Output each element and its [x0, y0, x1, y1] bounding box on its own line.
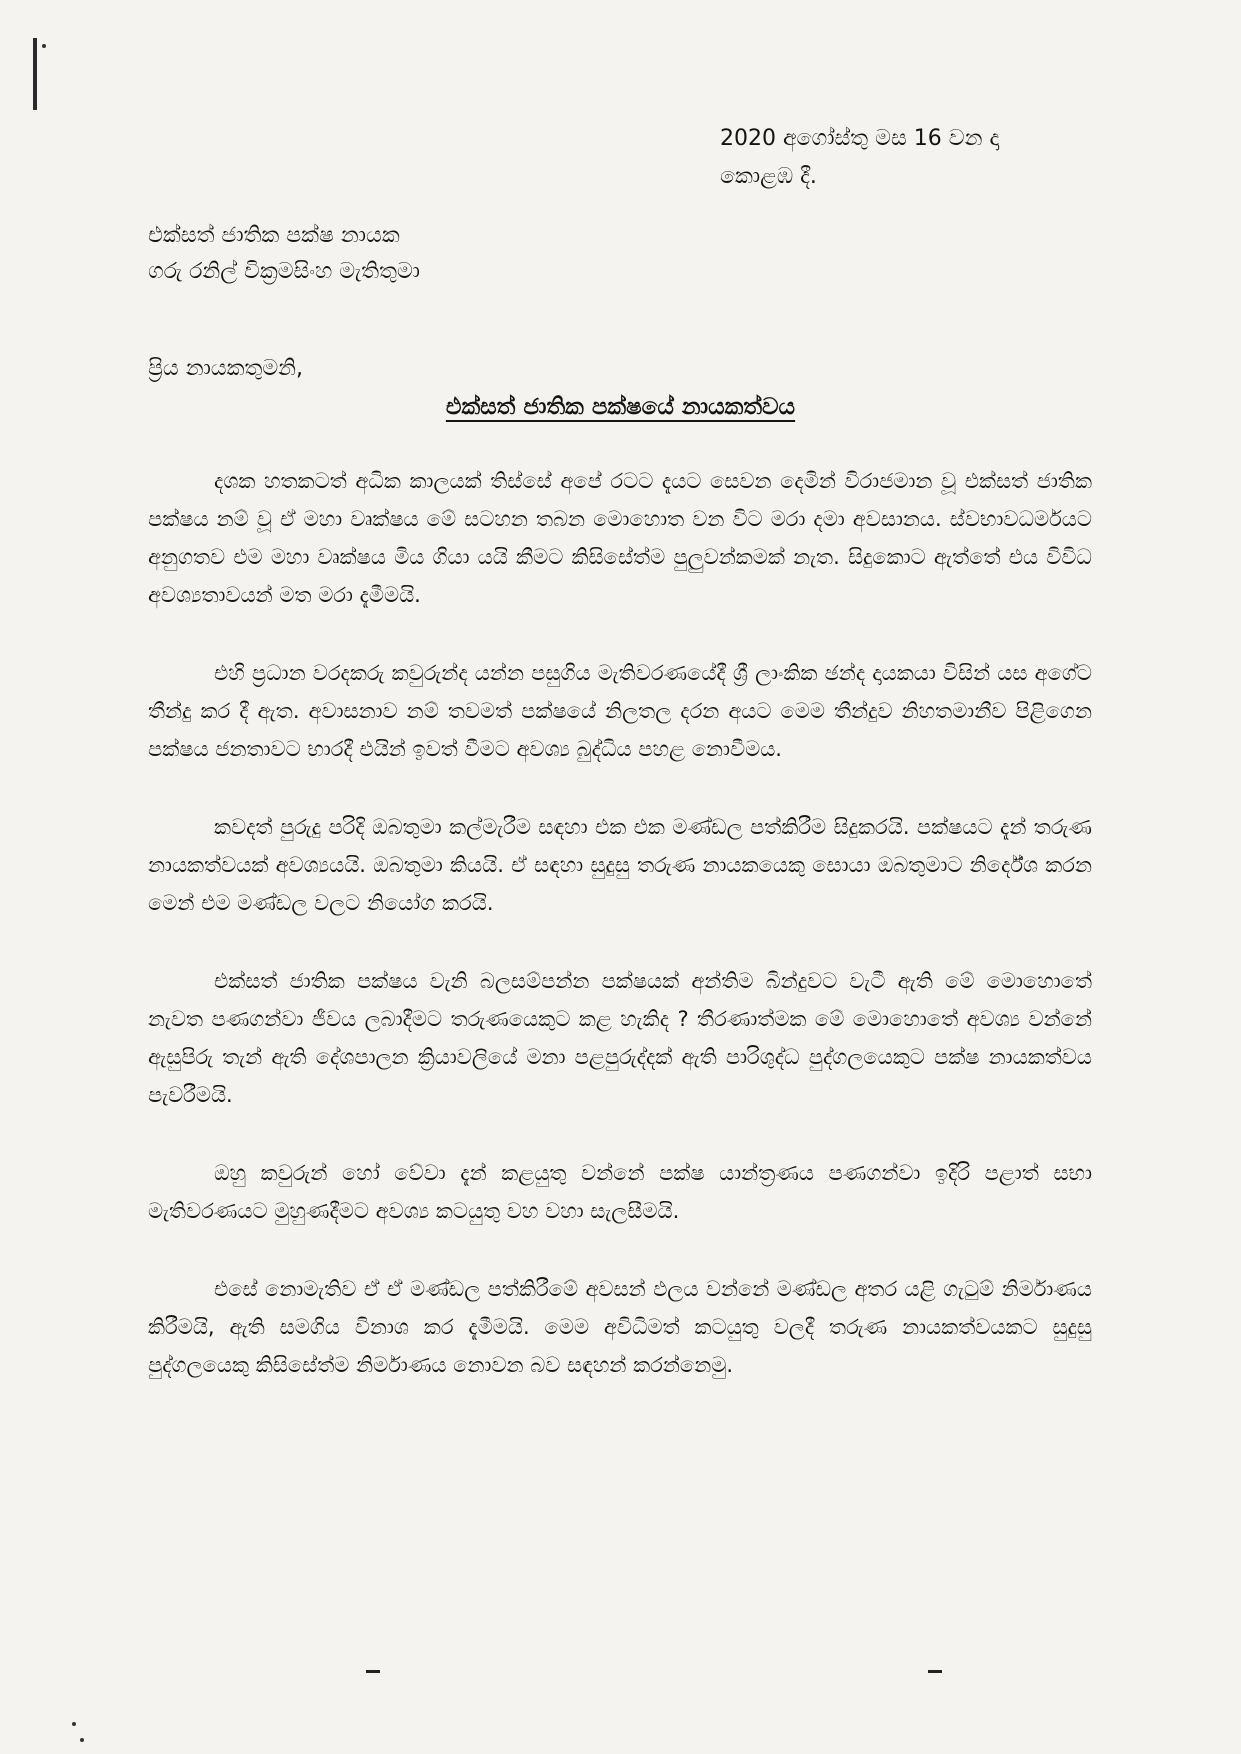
scan-speck	[42, 44, 46, 48]
scan-speck	[72, 1722, 76, 1726]
letter-place: කොළඹ දී.	[720, 164, 817, 189]
body-paragraph: එසේ නොමැතිව ඒ ඒ මණ්ඩල පත්කිරීමේ අවසන් ඵලය වන්නේ මණ්ඩල අතර යළි ගැටුම් නිර්මාණය කිරීමයි, ඇති සමගිය විනාශ කර දැමීමයි. මෙම අවිධිමත් කටයුතු වලදී තරුණ නායකත්වයකට සුදුසු පුද්ගලයෙකු කිසිසේත්ම නිර්මාණය නොවන බව සඳහන් කරන්නෙමු.	[148, 1277, 1092, 1377]
letter-body	[148, 462, 1092, 1424]
body-paragraph: කවදත් පුරුදු පරිදි ඔබතුමා කල්මැරීම සඳහා එක එක මණ්ඩල පත්කිරීම සිදුකරයි. පක්ෂයට දැන් තරුණ නායකත්වයක් අවශ්‍යයයි. ඔබතුමා කියයි. ඒ සඳහා සුදුසු තරුණ නායකයෙකු සොයා ඔබතුමාට නිර්දේශ කරන මෙන් එම මණ්ඩල වලට නියෝග කරයි.	[148, 815, 1092, 915]
letter-date: 2020 අගෝස්තු මස 16 වන දා	[720, 126, 1000, 151]
letter-subject: එක්සත් ජාතික පක්ෂයේ නායකත්වය	[445, 394, 796, 420]
addressee-name: ගරු රනිල් වික්‍රමසිංහ මැතිතුමා	[148, 259, 421, 284]
body-paragraph: එක්සත් ජාතික පක්ෂය වැනි බලසම්පන්න පක්ෂයක් අන්තිම බින්දුවට වැටී ඇති මේ මොහොතේ නැවත පණගන්වා ජීවය ලබාදීමට තරුණයෙකුට කළ හැකිද ? තීරණාත්මක මේ මොහොතේ අවශ්‍ය වන්නේ ඇසුපිරු තැන් ඇති දේශපාලන ක්‍රියාවලියේ මනා පළපුරුද්දක් ඇති පාරිශුද්ධ පුද්ගලයෙකුට පක්ෂ නායකත්වය පැවරීමයි.	[148, 969, 1092, 1107]
footer-dash-right	[928, 1670, 942, 1673]
date-block	[720, 120, 999, 196]
addressee-title: එක්සත් ජාතික පක්ෂ නායක	[148, 223, 400, 248]
addressee-block	[148, 218, 420, 290]
body-paragraph: එහි ප්‍රධාන වරදකරු කවුරුන්ද යන්න පසුගිය මැතිවරණයේදී ශ්‍රී ලාංකික ඡන්ද දායකයා විසින් යස අගේට තීන්දු කර දී ඇත. අවාසනාව නම් තවමත් පක්ෂයේ නිලතල දරන අයට මෙම තීන්දුව නිහතමානීව පිළිගෙන පක්ෂය ජනතාවට භාරදී එයින් ඉවත් වීමට අවශ්‍ය බුද්ධිය පහළ නොවීමය.	[148, 661, 1092, 761]
salutation: ප්‍රිය නායකතුමනි,	[148, 356, 304, 381]
binder-hole-mark	[33, 38, 37, 110]
footer-dash-left	[366, 1670, 380, 1673]
body-paragraph: දශක හතකටත් අධික කාලයක් තිස්සේ අපේ රටට දැයට සෙවන දෙමින් විරාජමාන වූ එක්සත් ජාතික පක්ෂය නම් වූ ඒ මහා වෘක්ෂය මේ සටහන තබන මොහොත වන විට මරා දමා අවසානය. ස්වභාවධර්මයට අනුගතව එම මහා වෘක්ෂය මිය ගියා යයි කීමට කිසිසේත්ම පුලුවන්කමක් නැත. සිදුකොට ඇත්තේ එය විවිධ අවශ්‍යතාවයන් මත මරා දැමීමයි.	[148, 469, 1092, 607]
scan-speck	[80, 1738, 84, 1742]
body-paragraph: ඔහු කවුරුන් හෝ වේවා දැන් කළයුතු වන්නේ පක්ෂ යාන්ත්‍රණය පණගන්වා ඉදිරි පළාත් සභා මැතිවරණයට මුහුණදීමට අවශ්‍ය කටයුතු වහ වහා සැලසීමයි.	[148, 1161, 1092, 1223]
